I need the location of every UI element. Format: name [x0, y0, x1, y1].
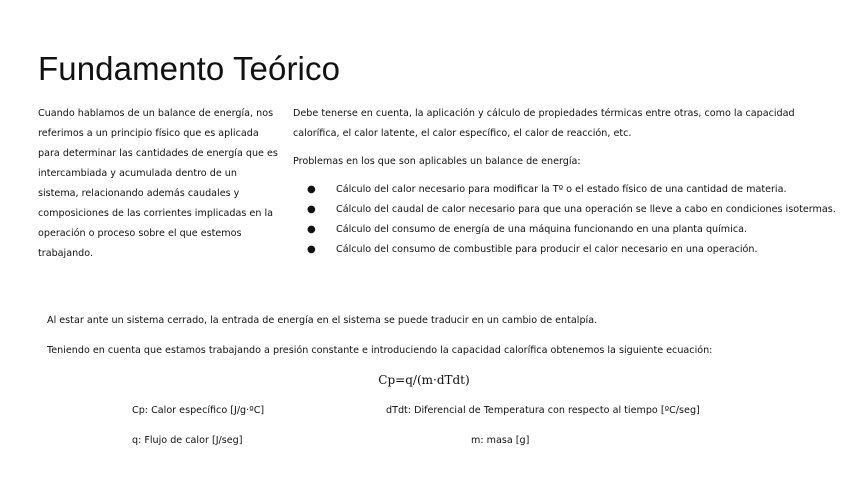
definition-m: m: masa [g]: [471, 435, 530, 446]
equation-intro-paragraph: Teniendo en cuenta que estamos trabajando a presión constante e introduciendo la capacidad calorífica obtenemos la siguiente ecuación:: [47, 345, 713, 356]
list-item-text: Cálculo del consumo de combustible para producir el calor necesario en una operación.: [336, 244, 758, 255]
list-item: [293, 180, 838, 200]
thermal-properties-paragraph: Debe tenerse en cuenta, la aplicación y cálculo de propiedades térmicas entre otras, como la capacidad calorífica, el calor latente, el calor específico, el calor de reacción, etc.: [293, 108, 795, 139]
list-item-text: Cálculo del consumo de energía de una máquina funcionando en una planta química.: [336, 224, 748, 235]
definition-dtdt: dTdt: Diferencial de Temperatura con respecto al tiempo [ºC/seg]: [386, 405, 700, 416]
closed-system-paragraph: Al estar ante un sistema cerrado, la entrada de energía en el sistema se puede traducir en un cambio de entalpía.: [47, 315, 598, 326]
equation: Cp=q/(m·dTdt): [378, 373, 470, 387]
list-item: [293, 200, 838, 220]
bullet-icon: ●: [307, 244, 316, 255]
page-title: Fundamento Teórico: [38, 50, 341, 87]
right-column: [293, 104, 838, 260]
intro-paragraph: Cuando hablamos de un balance de energía, nos referimos a un principio físico que es aplicada para determinar las cantidades de energía que es intercambiada y acumulada dentro de un sistema, relacionando además caudales y composiciones de las corrientes implicadas en la operación o proceso sobre el que estemos trabajando.: [38, 108, 278, 259]
definition-cp: Cp: Calor específico [J/g·ºC]: [132, 405, 265, 416]
list-item: [293, 240, 838, 260]
problems-heading: Problemas en los que son aplicables un balance de energía:: [293, 156, 581, 167]
bullet-icon: ●: [307, 204, 316, 215]
bullet-icon: ●: [307, 224, 316, 235]
list-item: [293, 220, 838, 240]
list-item-text: Cálculo del caudal de calor necesario para que una operación se lleve a cabo en condiciones isotermas.: [336, 204, 836, 215]
bullet-icon: ●: [307, 184, 316, 195]
definition-q: q: Flujo de calor [J/seg]: [132, 435, 243, 446]
list-item-text: Cálculo del calor necesario para modificar la Tº o el estado físico de una cantidad de materia.: [336, 184, 787, 195]
problems-list: [293, 180, 838, 260]
